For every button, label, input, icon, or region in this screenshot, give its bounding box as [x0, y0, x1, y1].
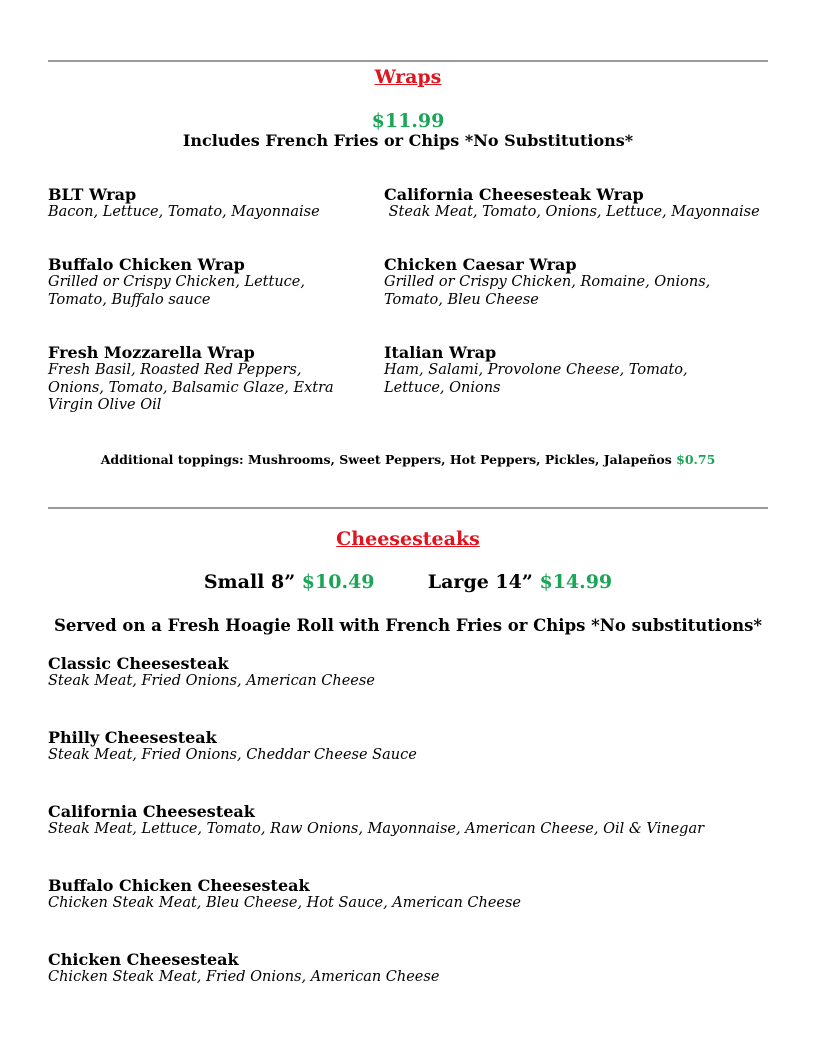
item-name: Classic Cheesesteak [48, 654, 229, 673]
section-divider [48, 507, 768, 509]
menu-item-california-cheesesteak [48, 803, 768, 839]
item-description: Steak Meat, Fried Onions, American Cheese [48, 673, 375, 689]
item-name: BLT Wrap [48, 185, 137, 204]
additional-toppings-note [0, 452, 816, 467]
item-name: Italian Wrap [384, 343, 497, 362]
menu-item-italian-wrap [384, 344, 694, 397]
item-name: California Cheesesteak Wrap [384, 185, 644, 204]
menu-item-buffalo-chicken-wrap [48, 256, 368, 309]
menu-item-blt-wrap [48, 186, 368, 222]
cheesesteak-size-prices [0, 571, 816, 593]
cheesesteaks-served-note: Served on a Fresh Hoagie Roll with French Fries or Chips *No substitutions* [53, 616, 763, 635]
item-name: Buffalo Chicken Cheesesteak [48, 876, 310, 895]
item-description: Ham, Salami, Provolone Cheese, Tomato, Lettuce, Onions [384, 362, 688, 396]
item-description: Steak Meat, Fried Onions, Cheddar Cheese Sauce [48, 747, 417, 763]
toppings-price: $0.75 [676, 452, 716, 467]
toppings-label: Additional toppings: Mushrooms, Sweet Peppers, Hot Peppers, Pickles, Jalapeños [100, 452, 672, 467]
menu-item-classic-cheesesteak [48, 655, 768, 691]
item-name: Buffalo Chicken Wrap [48, 255, 245, 274]
item-description: Bacon, Lettuce, Tomato, Mayonnaise [48, 204, 320, 220]
item-description: Steak Meat, Tomato, Onions, Lettuce, Mayonnaise [384, 204, 760, 220]
menu-item-buffalo-chicken-cheesesteak [48, 877, 768, 913]
item-name: Philly Cheesesteak [48, 728, 217, 747]
item-name: Chicken Cheesesteak [48, 950, 239, 969]
menu-item-philly-cheesesteak [48, 729, 768, 765]
cheesesteaks-title: Cheesesteaks [336, 528, 480, 550]
menu-item-chicken-cheesesteak [48, 951, 768, 987]
item-description: Steak Meat, Lettuce, Tomato, Raw Onions, Mayonnaise, American Cheese, Oil & Vinegar [48, 821, 705, 837]
item-description: Grilled or Crispy Chicken, Romaine, Onions, Tomato, Bleu Cheese [384, 274, 711, 308]
wraps-includes-note: Includes French Fries or Chips *No Substitutions* [182, 131, 634, 150]
wraps-title: Wraps [374, 66, 442, 88]
item-description: Chicken Steak Meat, Fried Onions, American Cheese [48, 969, 440, 985]
item-description: Fresh Basil, Roasted Red Peppers, Onions, Tomato, Balsamic Glaze, Extra Virgin Olive Oil [48, 362, 334, 413]
menu-item-chicken-caesar-wrap [384, 256, 768, 309]
item-name: Chicken Caesar Wrap [384, 255, 577, 274]
small-size-label: Small 8” [203, 571, 296, 593]
menu-item-fresh-mozzarella-wrap [48, 344, 358, 415]
wraps-price: $11.99 [371, 110, 445, 132]
item-description: Chicken Steak Meat, Bleu Cheese, Hot Sauce, American Cheese [48, 895, 522, 911]
menu-item-california-cheesesteak-wrap [384, 186, 774, 222]
item-name: California Cheesesteak [48, 802, 255, 821]
large-size-label: Large 14” [427, 571, 533, 593]
small-size-price: $10.49 [301, 571, 375, 593]
top-divider [48, 60, 768, 62]
item-name: Fresh Mozzarella Wrap [48, 343, 255, 362]
item-description: Grilled or Crispy Chicken, Lettuce, Tomato, Buffalo sauce [48, 274, 305, 308]
large-size-price: $14.99 [539, 571, 613, 593]
